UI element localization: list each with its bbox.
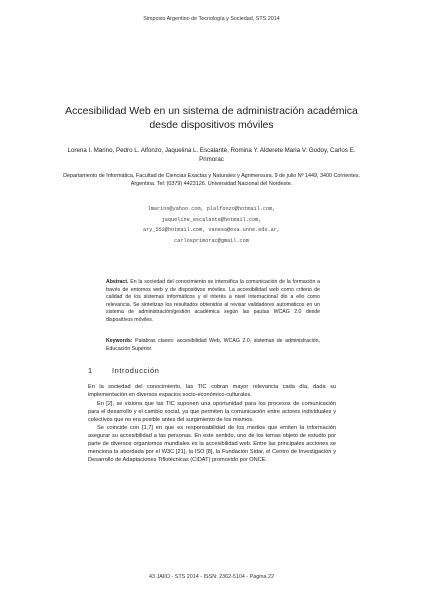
section-title: Introducción: [112, 366, 160, 375]
paragraph: Se coincide con [1,7] en que es responsabilidad de los medios que emiten la información asegurar su accesibilidad a las personas. En este sentido, uno de los temas objeto de estudio por parte de diversos organismos mundiales es la accesibilidad web. Entre las principales acciones se menciona la abordada por el W3C [21], la ISO [8], la Fundación Sidar, el Centro de Investigación y Desarrollo de Adaptaciones Tiflotécnicas (CIDAT) promovido por ONCE.: [88, 425, 336, 464]
paragraph: En la sociedad del conocimiento, las TIC cobran mayor relevancia cada día, dada su implementación en diversos espacios socio-económico-culturales.: [88, 384, 336, 398]
email-line: ary_553@hotmail.com, vanesa@exa.unne.edu.ar,: [143, 227, 280, 234]
email-line: jaqueline_escalante@hotmail.com,: [161, 216, 262, 223]
paragraph: En [2], se visiona que las TIC suponen una oportunidad para los procesos de comunicación para el desarrollo y el cambio social, ya que permiten la comunicación entre actores individuales y colectivos que no era posible antes del surgimiento de los mismos.: [88, 400, 336, 423]
page-footer: 43 JAIIO - STS 2014 - ISSN: 2362-5104 - Página 22: [149, 574, 274, 580]
section-heading: [88, 366, 338, 375]
email-line: lmarino@yahoo.com, plalfonzo@hotmail.com,: [147, 206, 276, 212]
keywords-text: Palabras claves: accesibilidad Web, WCAG 2.0, sistemas de administración, Educación Superior.: [106, 338, 320, 352]
body-text: [88, 383, 336, 465]
email-list: [58, 204, 365, 246]
keywords: [106, 338, 320, 353]
abstract: [106, 279, 320, 325]
section-number: 1: [88, 366, 93, 375]
running-header: Simposio Argentino de Tecnología y Sociedad, STS 2014: [143, 16, 280, 22]
email-line: carlosprimorac@gmail.com: [174, 237, 249, 244]
paper-title: Accesibilidad Web en un sistema de administración académica desde dispositivos móviles: [65, 105, 358, 131]
abstract-text: En la sociedad del conocimiento se intensifica la comunicación de la formación a través de entornos web y de dispositivos móviles. La accesibilidad web como criterio de calidad de los sistemas informáticos y el interés a nivel internacional dio a ello como relevancia. Se sintetizan los resultados obtenidos al revisar validadores automáticos en un sistema de administración/gestión académica según las pautas WCAG 2.0 desde dispositivos móviles.: [106, 279, 320, 323]
affiliation: Departamento de Informática, Facultad de Ciencias Exactas y Naturales y Agrimensura. 9 de julio Nº 1449, 3400 Corrientes. Argentina. Tel: (0379) 4423126. Universidad Nacional del Nordeste.: [63, 173, 360, 188]
keywords-label: Keywords:: [106, 338, 133, 344]
author-list: Lorena I. Marino, Pedro L. Alfonzo, Jaquelina L. Escalante, Romina Y. Alderete Maria V. Godoy, Carlos E. Primorac: [67, 147, 356, 163]
abstract-label: Abstract.: [106, 279, 129, 285]
